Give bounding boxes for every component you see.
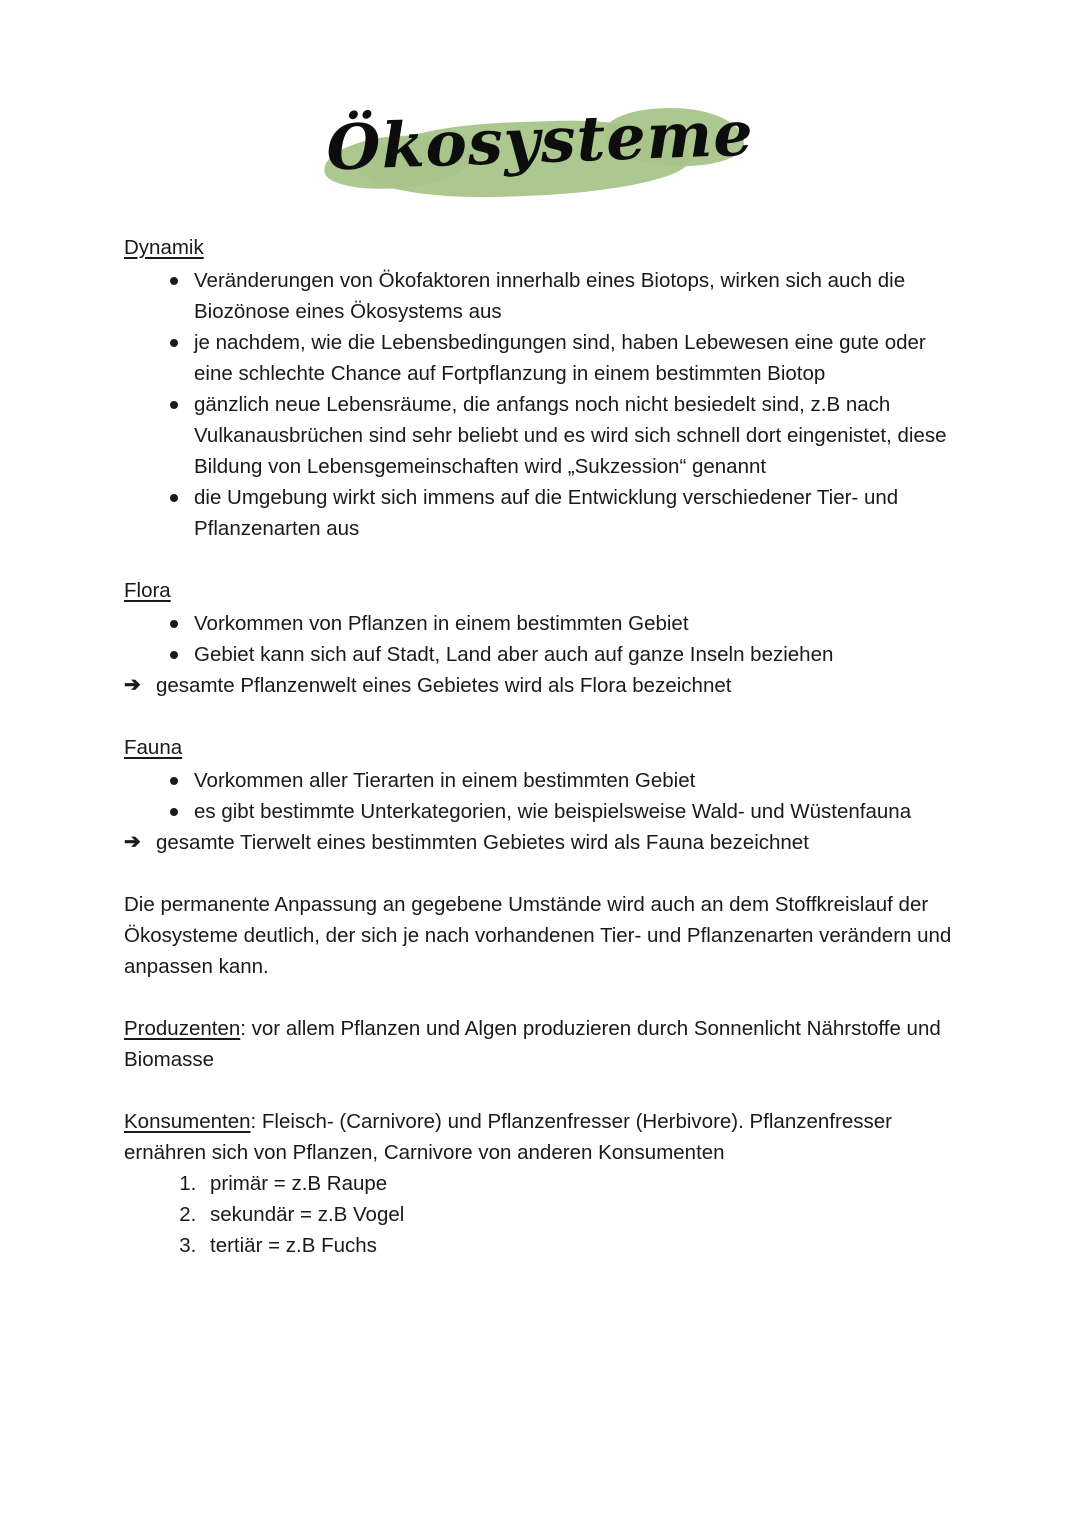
list-item: Veränderungen von Ökofaktoren innerhalb eines Biotops, wirken sich auch die Biozönose eines Ökosystems aus xyxy=(164,265,956,327)
definition-text: : Fleisch- (Carnivore) und Pflanzenfresser (Herbivore). Pflanzenfresser ernähren sich von Pflanzen, Carnivore von anderen Konsumenten xyxy=(124,1110,892,1164)
conclusion-fauna xyxy=(124,827,956,858)
list-item: gänzlich neue Lebensräume, die anfangs noch nicht besiedelt sind, z.B nach Vulkanausbrüchen sind sehr beliebt und es wird sich schnell dort eingenistet, diese Bildung von Lebensgemeinschaften wird „Sukzession“ genannt xyxy=(164,389,956,482)
page-title: Ökosysteme xyxy=(325,96,755,185)
spacer xyxy=(124,701,956,732)
spacer xyxy=(124,858,956,889)
document-body xyxy=(124,232,956,1261)
arrow-right-icon: ➔ xyxy=(124,674,141,696)
document-title-block xyxy=(124,0,956,232)
spacer xyxy=(124,1075,956,1106)
spacer xyxy=(124,982,956,1013)
bullet-list-fauna xyxy=(124,765,956,827)
list-item: Gebiet kann sich auf Stadt, Land aber auch auf ganze Inseln beziehen xyxy=(164,639,956,670)
body-paragraph: Die permanente Anpassung an gegebene Umstände wird auch an dem Stoffkreislauf der Ökosysteme deutlich, der sich je nach vorhandenen Tier- und Pflanzenarten verändern und anpassen kann. xyxy=(124,893,952,978)
section-heading-fauna: Fauna xyxy=(124,736,183,759)
list-item: die Umgebung wirkt sich immens auf die Entwicklung verschiedener Tier- und Pflanzenarten aus xyxy=(164,482,956,544)
list-item: 1. primär = z.B Raupe xyxy=(202,1168,956,1199)
list-item: je nachdem, wie die Lebensbedingungen sind, haben Lebewesen eine gute oder eine schlechte Chance auf Fortpflanzung in einem bestimmten Biotop xyxy=(164,327,956,389)
list-item: 3. tertiär = z.B Fuchs xyxy=(202,1230,956,1261)
list-item: Vorkommen von Pflanzen in einem bestimmten Gebiet xyxy=(164,608,956,639)
section-flora xyxy=(124,575,956,701)
section-fauna xyxy=(124,732,956,858)
arrow-right-icon: ➔ xyxy=(124,831,141,853)
definition-term: Konsumenten xyxy=(124,1110,251,1133)
spacer xyxy=(124,544,956,575)
section-dynamik xyxy=(124,232,956,544)
list-item: es gibt bestimmte Unterkategorien, wie beispielsweise Wald- und Wüstenfauna xyxy=(164,796,956,827)
conclusion-text: gesamte Tierwelt eines bestimmten Gebietes wird als Fauna bezeichnet xyxy=(156,831,809,854)
list-item: 2. sekundär = z.B Vogel xyxy=(202,1199,956,1230)
bullet-list-dynamik xyxy=(124,265,956,544)
conclusion-text: gesamte Pflanzenwelt eines Gebietes wird als Flora bezeichnet xyxy=(156,674,732,697)
definition-produzenten xyxy=(124,1013,956,1075)
definition-konsumenten xyxy=(124,1106,956,1168)
list-item: Vorkommen aller Tierarten in einem bestimmten Gebiet xyxy=(164,765,956,796)
bullet-list-flora xyxy=(124,608,956,670)
definition-term: Produzenten xyxy=(124,1017,241,1040)
section-heading-dynamik: Dynamik xyxy=(124,236,204,259)
section-heading-flora: Flora xyxy=(124,579,171,602)
conclusion-flora xyxy=(124,670,956,701)
definition-text: : vor allem Pflanzen und Algen produzieren durch Sonnenlicht Nährstoffe und Biomasse xyxy=(124,1017,941,1071)
consumer-levels-list xyxy=(124,1168,956,1261)
